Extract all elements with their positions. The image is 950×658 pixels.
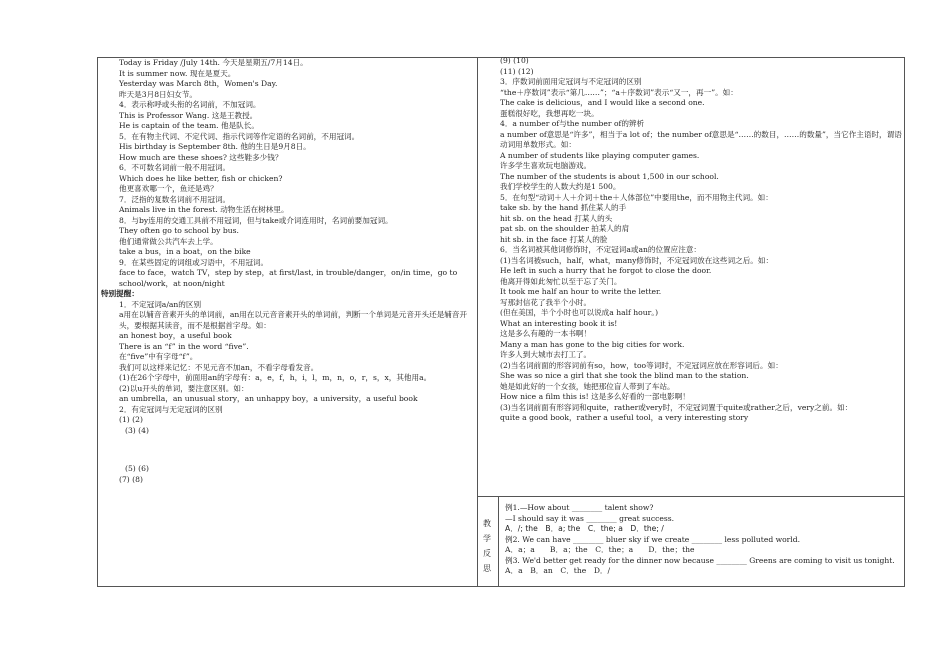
reflection-char: 教 bbox=[483, 519, 491, 528]
question-line: 例3. We'd better get ready for the dinner now because ________ Greens are coming to visit us tonight. bbox=[505, 555, 895, 565]
left-column bbox=[101, 58, 474, 485]
text-line: 9．在某些固定的词组或习语中，不用冠词。 bbox=[119, 257, 269, 267]
text-line: face to face，watch TV，step by step，at first/last, in trouble/danger，on/in time，go to school/work，at noon/night bbox=[119, 268, 458, 288]
example-questions bbox=[505, 503, 901, 577]
text-line: 我们可以这样来记忆：不见元音不加an，不看字母看发音。 bbox=[119, 362, 319, 372]
text-line: 写那封信花了我半个小时。 bbox=[500, 297, 592, 307]
column-divider bbox=[477, 57, 478, 587]
answer-options: A．a；a B．a；the C．the；a D．the；the bbox=[505, 545, 695, 554]
text-line: (5) (6) bbox=[125, 464, 149, 473]
question-line: 例1.—How about ________ talent show? bbox=[505, 503, 654, 512]
text-line: It took me half an hour to write the letter. bbox=[500, 287, 662, 296]
text-line: 蛋糕很好吃，我想再吃一块。 bbox=[500, 108, 599, 118]
text-line: 他更喜欢哪一个，鱼还是鸡？ bbox=[119, 184, 218, 193]
text-line: (2)以u开头的单词，要注意区别。如： bbox=[119, 383, 249, 393]
text-line: 2．有定冠词与无定冠词的区别 bbox=[119, 404, 223, 414]
text-line: quite a good book，rather a useful tool，a very interesting story bbox=[500, 413, 749, 422]
text-line: (1) (2) bbox=[119, 415, 143, 424]
text-line: (3)当名词前面有形容词和quite，rather或very时，不定冠词置于quite或rather之后，very之前。如： bbox=[500, 402, 853, 412]
text-line: 在“five”中有字母“f”。 bbox=[119, 352, 198, 361]
text-line: pat sb. on the shoulder 拍某人的肩 bbox=[500, 224, 630, 233]
text-line: 8．与by连用的交通工具前不用冠词，但与take或介词连用时，名词前要加冠词。 bbox=[119, 215, 393, 225]
text-line: an umbrella，an unusual story，an unhappy boy，a university，a useful book bbox=[119, 394, 418, 403]
text-line: a用在以辅音音素开头的单词前，an用在以元音音素开头的单词前，判断一个单词是元音开头还是辅音开头，要根据其读音，而不是根据首字母。如： bbox=[119, 310, 468, 330]
text-line: How nice a film this is! 这是多么好看的一部电影啊！ bbox=[500, 392, 690, 401]
text-line: 4．表示称呼或头衔的名词前，不加冠词。 bbox=[119, 100, 261, 109]
text-line: 我们学校学生的人数大约是1 500。 bbox=[500, 182, 621, 191]
text-line: What an interesting book it is! bbox=[500, 318, 618, 328]
text-line: He is captain of the team. 他是队长。 bbox=[119, 121, 259, 130]
text-line: Yesterday was March 8th，Women's Day. bbox=[119, 79, 278, 88]
text-line: (9) (10) bbox=[500, 56, 529, 65]
text-line: 4．a number of与the number of的辨析 bbox=[500, 119, 645, 128]
text-line: This is Professor Wang. 这是王教授。 bbox=[119, 110, 258, 120]
text-line: The cake is delicious，and I would like a second one. bbox=[500, 98, 705, 107]
text-line: an honest boy，a useful book bbox=[119, 331, 232, 340]
text-line: a number of意思是“许多”，相当于a lot of；the number of意思是“……的数目，……的数量”，当它作主语时，谓语动词用单数形式。如： bbox=[500, 129, 902, 149]
text-line: 7．泛指的复数名词前不用冠词。 bbox=[119, 194, 231, 204]
text-line: take a bus，in a boat，on the bike bbox=[119, 247, 251, 256]
text-line: They often go to school by bus. bbox=[119, 226, 239, 235]
text-line: (11) (12) bbox=[500, 66, 534, 76]
text-line: Many a man has gone to the big cities for work. bbox=[500, 339, 685, 349]
section-heading: 特别提醒： bbox=[101, 289, 139, 298]
text-line: “the＋序数词”表示“第几……”；“a＋序数词”表示“又一，再一”。如： bbox=[500, 87, 738, 97]
text-line: (3) (4) bbox=[125, 425, 149, 435]
answer-options: A．/; the B．a; the C．the; a D．the; / bbox=[505, 524, 664, 533]
text-line: 这是多么有趣的一本书啊！ bbox=[500, 329, 592, 338]
answer-options: A．a B．an C．the D．/ bbox=[505, 566, 611, 575]
right-column bbox=[500, 56, 902, 424]
text-line: hit sb. on the head 打某人的头 bbox=[500, 213, 613, 223]
text-line: hit sb. in the face 打某人的脸 bbox=[500, 234, 608, 244]
text-line: 6．不可数名词前一般不用冠词。 bbox=[119, 163, 231, 172]
text-line: 6．当名词被其他词修饰时，不定冠词a或an的位置应注意： bbox=[500, 245, 702, 254]
text-line: Which does he like better, fish or chicken? bbox=[119, 173, 283, 183]
text-line: How much are these shoes? 这些鞋多少钱？ bbox=[119, 152, 283, 162]
text-line: 昨天是3月8日妇女节。 bbox=[119, 89, 198, 99]
text-line: 许多学生喜欢玩电脑游戏。 bbox=[500, 161, 592, 170]
text-line: Animals live in the forest. 动物生活在树林里。 bbox=[119, 205, 289, 214]
reflection-char: 反 bbox=[483, 549, 491, 558]
reflection-label-divider bbox=[498, 496, 499, 587]
text-line: 许多人到大城市去打工了。 bbox=[500, 350, 592, 359]
text-line: There is an “f” in the word “five”. bbox=[119, 341, 249, 351]
text-line: He left in such a hurry that he forgot to close the door. bbox=[500, 266, 712, 275]
blank-space bbox=[119, 436, 474, 464]
text-line: (1)当名词被such，half，what，many修饰时，不定冠词放在这些词之后。如： bbox=[500, 255, 774, 265]
text-line: 他们通常做公共汽车去上学。 bbox=[119, 236, 218, 246]
text-line: (2)当名词前面的形容词前有so，how，too等词时，不定冠词应放在形容词后。如： bbox=[500, 360, 783, 370]
text-line: (但在美国，半个小时也可以说成a half hour。) bbox=[500, 308, 659, 317]
text-line: Today is Friday /July 14th. 今天是星期五/7月14日。 bbox=[119, 58, 308, 67]
question-line: 例2. We can have ________ bluer sky if we create ________ less polluted world. bbox=[505, 534, 801, 544]
text-line: 1．不定冠词a/an的区别 bbox=[119, 299, 202, 309]
reflection-char: 思 bbox=[483, 564, 491, 573]
text-line: The number of the students is about 1,500 in our school. bbox=[500, 171, 719, 181]
text-line: take sb. by the hand 抓住某人的手 bbox=[500, 203, 627, 212]
reflection-label bbox=[479, 516, 495, 576]
text-line: She was so nice a girl that she took the blind man to the station. bbox=[500, 371, 749, 380]
text-line: 5．在有物主代词、不定代词、指示代词等作定语的名词前，不用冠词。 bbox=[119, 131, 360, 141]
question-line: —I should say it was ________ great success. bbox=[505, 513, 675, 523]
text-line: 她是如此好的一个女孩，她把那位盲人带到了车站。 bbox=[500, 381, 675, 391]
text-line: 3．序数词前面用定冠词与不定冠词的区别 bbox=[500, 77, 642, 86]
text-line: It is summer now. 现在是夏天。 bbox=[119, 68, 236, 78]
text-line: A number of students like playing computer games. bbox=[500, 150, 700, 160]
text-line: 5．在句型“动词＋人＋介词＋the＋人体部位”中要用the，而不用物主代词。如： bbox=[500, 192, 773, 202]
reflection-divider bbox=[477, 496, 905, 497]
text-line: (1)在26个字母中，前面用an的字母有：a，e，f，h，i，l，m，n，o，r，s，x，其他用a。 bbox=[119, 373, 432, 382]
text-line: (7) (8) bbox=[119, 474, 143, 484]
reflection-char: 学 bbox=[483, 534, 491, 543]
text-line: His birthday is September 8th. 他的生日是9月8日。 bbox=[119, 142, 311, 151]
text-line: 他离开得如此匆忙以至于忘了关门。 bbox=[500, 276, 622, 286]
